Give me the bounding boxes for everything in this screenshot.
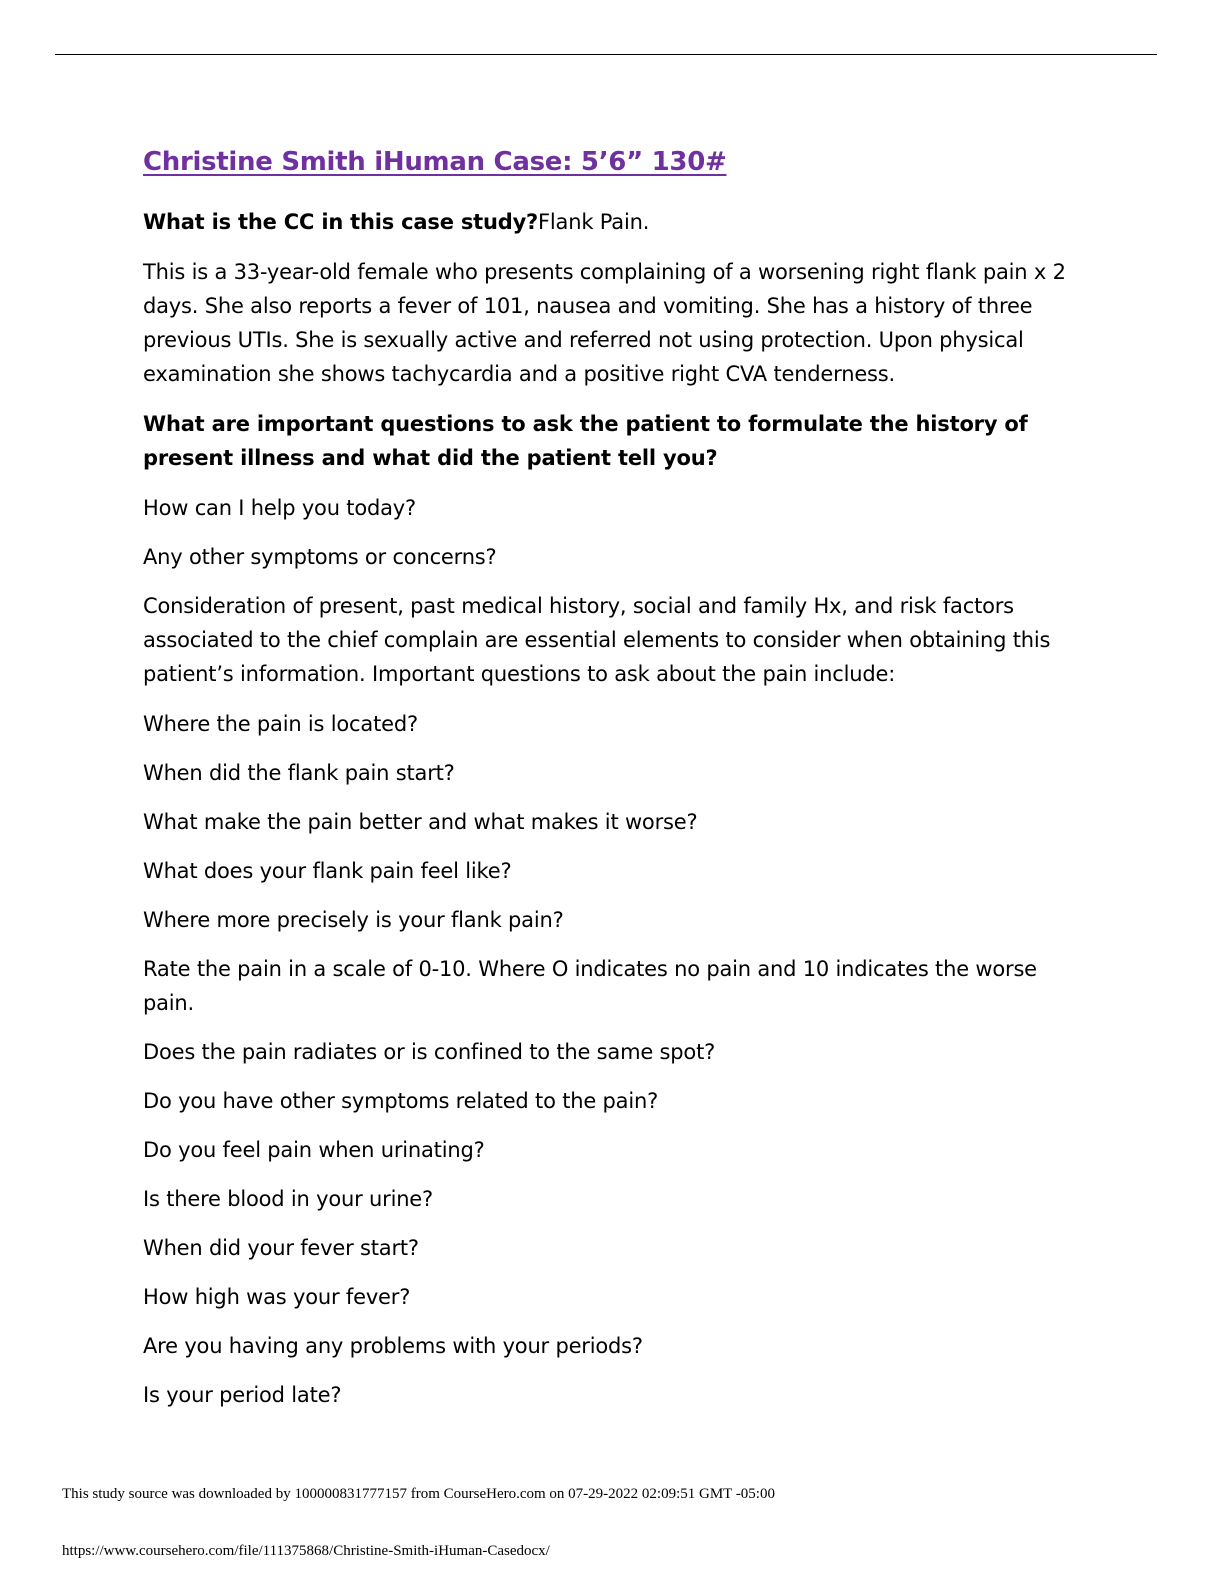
pain-questions-list <box>143 707 1078 1412</box>
opening-questions-list <box>143 491 1078 574</box>
consideration-paragraph: Consideration of present, past medical history, social and family Hx, and risk factors associated to the chief complain are essential elements to consider when obtaining this patient’s information. Important questions to ask about the pain include: <box>143 594 1051 686</box>
hpi-question-heading: What are important questions to ask the patient to formulate the history of present illness and what did the patient tell you? <box>143 412 1028 470</box>
document-body <box>143 143 1078 1427</box>
source-url-link[interactable]: https://www.coursehero.com/file/111375868/Christine-Smith-iHuman-Casedocx/ <box>62 1543 550 1559</box>
download-source-notice: This study source was downloaded by 100000831777157 from CourseHero.com on 07-29-2022 02:09:51 GMT -05:00 <box>62 1486 775 1502</box>
pain-question-item: What does your flank pain feel like? <box>143 859 512 883</box>
pain-question-item: Does the pain radiates or is confined to the same spot? <box>143 1040 716 1064</box>
pain-question-item: Is your period late? <box>143 1383 342 1407</box>
pain-question-item: Is there blood in your urine? <box>143 1187 433 1211</box>
pain-question-item: What make the pain better and what makes it worse? <box>143 810 698 834</box>
document-title-link[interactable]: Christine Smith iHuman Case: 5’6” 130# <box>143 147 727 177</box>
pain-question-item: When did the flank pain start? <box>143 761 455 785</box>
chief-complaint-answer: Flank Pain. <box>538 210 650 234</box>
pain-question-item: Do you have other symptoms related to the pain? <box>143 1089 659 1113</box>
opening-question-item: Any other symptoms or concerns? <box>143 545 497 569</box>
chief-complaint-paragraph <box>143 205 1078 239</box>
pain-question-item: Do you feel pain when urinating? <box>143 1138 485 1162</box>
chief-complaint-question: What is the CC in this case study? <box>143 210 539 234</box>
pain-question-item: How high was your fever? <box>143 1285 411 1309</box>
pain-question-item: Are you having any problems with your periods? <box>143 1334 643 1358</box>
pain-question-item: Where the pain is located? <box>143 712 418 736</box>
pain-question-item: Where more precisely is your flank pain? <box>143 908 564 932</box>
header-divider <box>55 54 1157 55</box>
pain-question-item: Rate the pain in a scale of 0-10. Where O indicates no pain and 10 indicates the worse pain. <box>143 957 1037 1015</box>
opening-question-item: How can I help you today? <box>143 496 416 520</box>
case-summary-paragraph: This is a 33-year-old female who presents complaining of a worsening right flank pain x 2 days. She also reports a fever of 101, nausea and vomiting. She has a history of three previous UTIs. She is sexually active and referred not using protection. Upon physical examination she shows tachycardia and a positive right CVA tenderness. <box>143 260 1066 386</box>
pain-question-item: When did your fever start? <box>143 1236 419 1260</box>
